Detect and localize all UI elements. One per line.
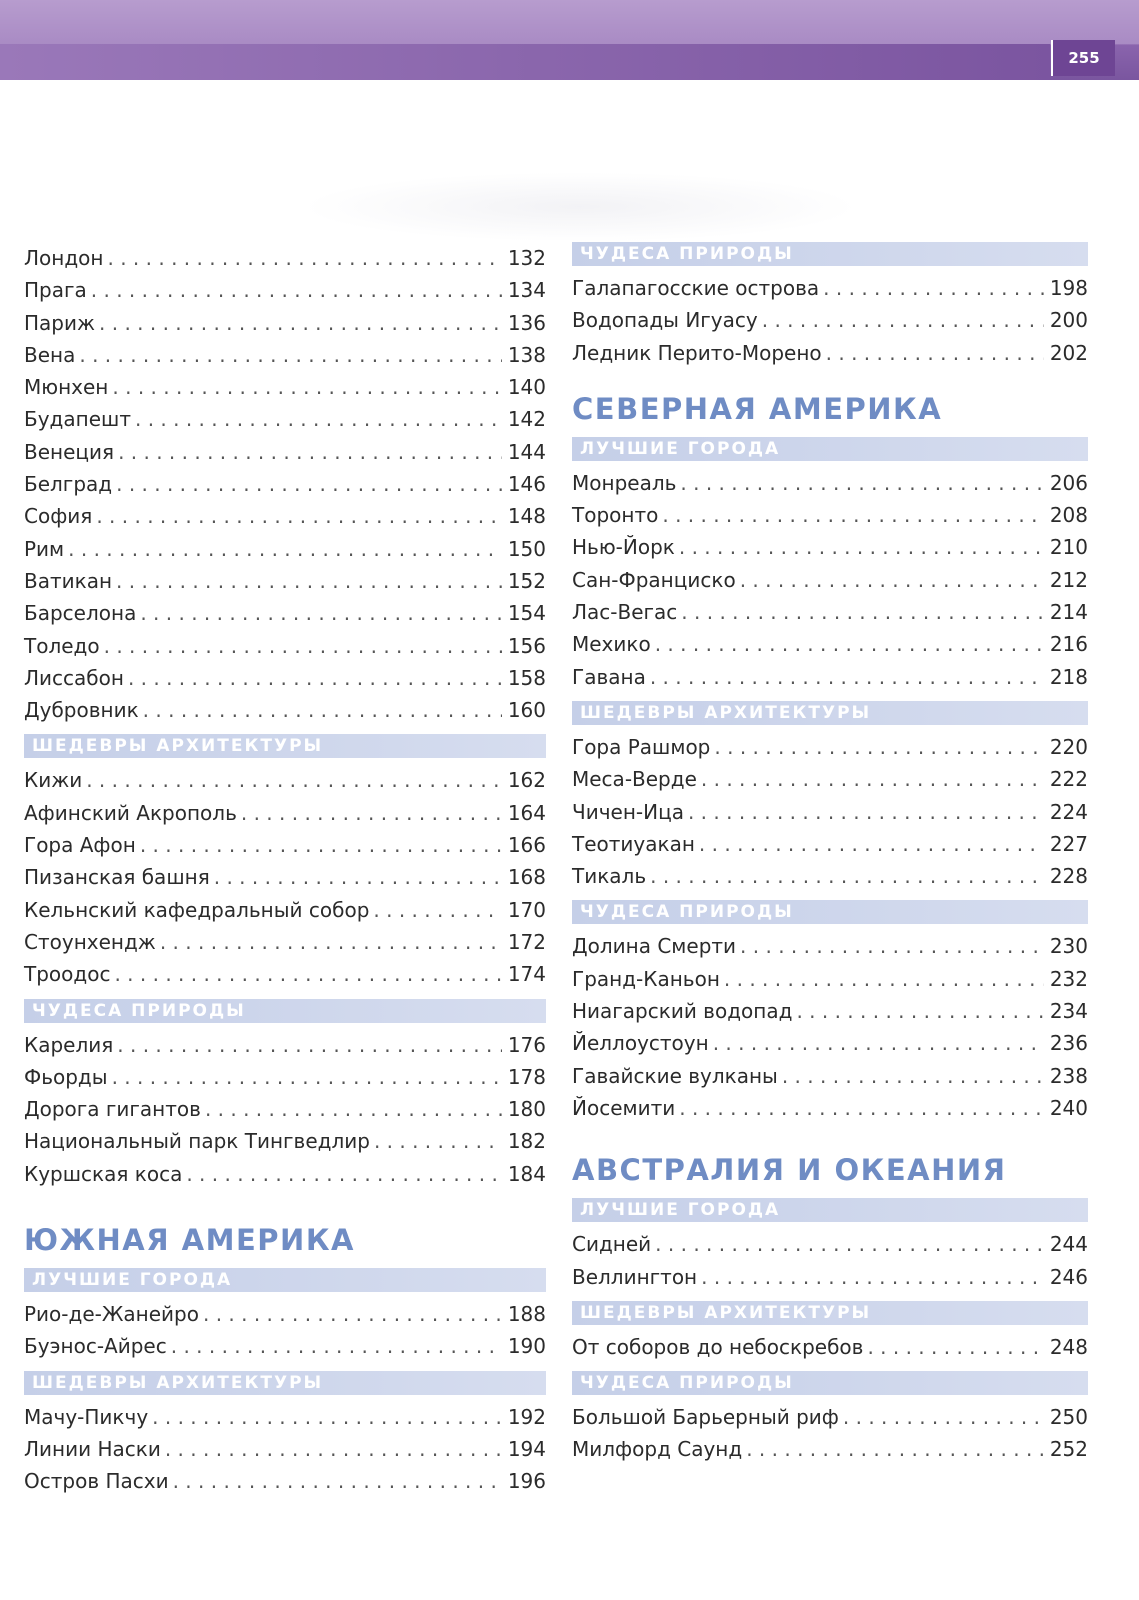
toc-entry-page: 168 [507, 865, 546, 890]
toc-entry [572, 467, 1088, 499]
toc-entry [24, 1433, 546, 1465]
toc-entry [572, 860, 1088, 892]
entries-au-cities [572, 1228, 1088, 1293]
toc-entry [24, 1125, 546, 1157]
toc-entry-title: Линии Наски [24, 1436, 161, 1461]
dot-leader [143, 694, 502, 726]
toc-entry [572, 272, 1088, 304]
dot-leader [104, 630, 502, 662]
toc-entry [572, 763, 1088, 795]
toc-entry [572, 1027, 1088, 1059]
toc-entry [24, 694, 546, 726]
toc-entry-title: Гранд-Каньон [572, 966, 720, 991]
toc-entry-page: 172 [507, 929, 546, 954]
toc-entry-page: 222 [1049, 767, 1088, 792]
dot-leader [679, 531, 1044, 563]
toc-entry-title: Торонто [572, 503, 659, 528]
toc-entry [572, 531, 1088, 563]
dot-leader [374, 1125, 502, 1157]
toc-entry-title: Мачу-Пикчу [24, 1404, 149, 1429]
toc-entry-title: Кельнский кафедральный собор [24, 897, 370, 922]
entries-europe-nature [24, 1029, 546, 1190]
toc-entry-title: Афинский Акрополь [24, 800, 237, 825]
toc-entry-title: Лиссабон [24, 665, 124, 690]
dot-leader [746, 1433, 1044, 1465]
right-column [572, 242, 1088, 1466]
toc-entry-page: 232 [1049, 966, 1088, 991]
toc-entry-page: 148 [507, 504, 546, 529]
toc-entry [572, 1261, 1088, 1293]
toc-entry-page: 236 [1049, 1031, 1088, 1056]
toc-entry [572, 564, 1088, 596]
section-band-nature: ЧУДЕСА ПРИРОДЫ [24, 999, 546, 1023]
toc-entry [24, 339, 546, 371]
toc-entry [24, 371, 546, 403]
entries-europe-cities [24, 242, 546, 726]
toc-entry-title: Рим [24, 536, 65, 561]
toc-entry-page: 184 [507, 1161, 546, 1186]
toc-entry-title: Милфорд Саунд [572, 1437, 743, 1462]
toc-entry-page: 162 [507, 768, 546, 793]
toc-entry-page: 252 [1049, 1437, 1088, 1462]
toc-entry [24, 894, 546, 926]
toc-entry-title: Фьорды [24, 1064, 108, 1089]
section-band-na-cities: ЛУЧШИЕ ГОРОДА [572, 437, 1088, 461]
toc-entry-page: 170 [507, 897, 546, 922]
toc-entry [24, 958, 546, 990]
toc-entry-page: 158 [507, 665, 546, 690]
dot-leader [650, 860, 1044, 892]
dot-leader [171, 1330, 502, 1362]
toc-entry-page: 220 [1049, 734, 1088, 759]
toc-entry-title: Тикаль [572, 864, 647, 889]
toc-entry-page: 154 [507, 601, 546, 626]
header-bar [0, 0, 1139, 80]
dot-leader [112, 1061, 502, 1093]
toc-entry [24, 1330, 546, 1362]
entries-sa-nature [572, 272, 1088, 369]
dot-leader [823, 272, 1044, 304]
toc-entry [24, 403, 546, 435]
toc-entry-title: Ватикан [24, 568, 113, 593]
header-stripe [0, 44, 1050, 80]
toc-entry [572, 1433, 1088, 1465]
dot-leader [96, 500, 501, 532]
toc-entry [572, 596, 1088, 628]
toc-entry-page: 192 [507, 1404, 546, 1429]
toc-entry-page: 138 [507, 342, 546, 367]
toc-entry-title: Барселона [24, 601, 137, 626]
dot-leader [688, 796, 1044, 828]
dot-leader [118, 436, 502, 468]
toc-entry-title: Ледник Перито-Морено [572, 340, 822, 365]
dot-leader [241, 797, 502, 829]
toc-entry-title: Кижи [24, 768, 83, 793]
dot-leader [114, 958, 501, 990]
toc-entry [24, 1029, 546, 1061]
dot-leader [867, 1331, 1043, 1363]
toc-entry-page: 156 [507, 633, 546, 658]
toc-entry-title: Нью-Йорк [572, 535, 675, 560]
section-band-au-architecture: ШЕДЕВРЫ АРХИТЕКТУРЫ [572, 1301, 1088, 1325]
dot-leader [99, 307, 502, 339]
toc-entry-page: 188 [507, 1302, 546, 1327]
toc-entry-page: 142 [507, 407, 546, 432]
entries-na-architecture [572, 731, 1088, 892]
toc-entry-page: 152 [507, 568, 546, 593]
entries-sa-cities [24, 1298, 546, 1363]
toc-entry-page: 146 [507, 472, 546, 497]
toc-entry [24, 764, 546, 796]
toc-entry-title: Дорога гигантов [24, 1097, 201, 1122]
section-band-au-cities: ЛУЧШИЕ ГОРОДА [572, 1198, 1088, 1222]
toc-entry [24, 1401, 546, 1433]
toc-entry-page: 160 [507, 698, 546, 723]
dot-leader [186, 1158, 501, 1190]
toc-entry-page: 206 [1049, 470, 1088, 495]
page-number: 255 [1068, 49, 1100, 67]
toc-entry-title: Монреаль [572, 470, 677, 495]
toc-entry-page: 196 [507, 1469, 546, 1494]
toc-entry-page: 182 [507, 1129, 546, 1154]
toc-entry [572, 1401, 1088, 1433]
toc-entry-page: 210 [1049, 535, 1088, 560]
toc-entry-title: Троодос [24, 962, 111, 987]
toc-entry-page: 227 [1049, 831, 1088, 856]
toc-entry [572, 1331, 1088, 1363]
toc-entry-title: Ниагарский водопад [572, 999, 793, 1024]
toc-entry-page: 178 [507, 1064, 546, 1089]
toc-entry-title: Меса-Верде [572, 767, 697, 792]
toc-entry [572, 963, 1088, 995]
toc-entry-title: Галапагосские острова [572, 276, 820, 300]
dot-leader [160, 926, 502, 958]
dot-leader [117, 1029, 502, 1061]
dot-leader [116, 565, 502, 597]
toc-entry [572, 930, 1088, 962]
toc-entry [24, 829, 546, 861]
toc-entry-title: Пизанская башня [24, 865, 210, 890]
page-number-box [1051, 40, 1115, 76]
dot-leader [782, 1060, 1044, 1092]
toc-entry-title: Венеция [24, 439, 115, 464]
dot-leader [655, 1228, 1044, 1260]
entries-europe-architecture [24, 764, 546, 990]
dot-leader [740, 930, 1044, 962]
toc-entry [572, 1228, 1088, 1260]
toc-entry-title: От соборов до небоскребов [572, 1334, 864, 1359]
toc-entry-page: 238 [1049, 1063, 1088, 1088]
toc-entry [24, 1061, 546, 1093]
toc-entry-title: Прага [24, 278, 87, 303]
toc-entry-title: Национальный парк Тингведлир [24, 1129, 370, 1154]
toc-entry-page: 132 [507, 246, 546, 270]
toc-entry-page: 212 [1049, 567, 1088, 592]
toc-entry-title: Долина Смерти [572, 934, 737, 959]
toc-entry-page: 136 [507, 310, 546, 335]
dot-leader [68, 533, 502, 565]
dot-leader [173, 1465, 502, 1497]
dot-leader [128, 662, 502, 694]
toc-entry-page: 198 [1049, 276, 1088, 300]
toc-entry-page: 202 [1049, 340, 1088, 365]
toc-entry [24, 565, 546, 597]
toc-entry-page: 234 [1049, 999, 1088, 1024]
toc-entry [24, 662, 546, 694]
toc-entry-page: 244 [1049, 1232, 1088, 1257]
section-band-au-nature: ЧУДЕСА ПРИРОДЫ [572, 1371, 1088, 1395]
toc-entry-title: Вена [24, 342, 76, 367]
toc-entry-page: 240 [1049, 1095, 1088, 1120]
toc-entry-page: 228 [1049, 864, 1088, 889]
toc-entry-page: 134 [507, 278, 546, 303]
toc-entry [24, 861, 546, 893]
toc-entry-title: Куршская коса [24, 1161, 183, 1186]
dot-leader [796, 995, 1043, 1027]
toc-entry-title: Буэнос-Айрес [24, 1334, 167, 1359]
toc-entry-title: Большой Барьерный риф [572, 1405, 839, 1430]
toc-entry [24, 533, 546, 565]
toc-entry-title: Мехико [572, 632, 651, 657]
dot-leader [680, 467, 1043, 499]
section-band-na-nature: ЧУДЕСА ПРИРОДЫ [572, 900, 1088, 924]
toc-entry [572, 731, 1088, 763]
toc-entry [24, 307, 546, 339]
toc-entry [24, 797, 546, 829]
toc-entry-title: Лас-Вегас [572, 600, 678, 625]
toc-entry-page: 218 [1049, 664, 1088, 689]
dot-leader [108, 242, 502, 274]
section-band-architecture: ШЕДЕВРЫ АРХИТЕКТУРЫ [24, 734, 546, 758]
toc-entry-page: 180 [507, 1097, 546, 1122]
toc-entry [572, 304, 1088, 336]
toc-entry [24, 1093, 546, 1125]
toc-entry-page: 140 [507, 375, 546, 400]
toc-entry [24, 242, 546, 274]
region-title-south-america: ЮЖНАЯ АМЕРИКА [24, 1223, 355, 1258]
toc-entry [572, 1092, 1088, 1124]
toc-entry [572, 499, 1088, 531]
entries-sa-architecture [24, 1401, 546, 1498]
dot-leader [79, 339, 501, 371]
toc-entry-title: Гавана [572, 664, 646, 689]
toc-entry-page: 200 [1049, 308, 1088, 333]
toc-entry-title: Остров Пасхи [24, 1469, 169, 1494]
section-band-sa-cities: ЛУЧШИЕ ГОРОДА [24, 1268, 546, 1292]
toc-entry [24, 1158, 546, 1190]
toc-entry-title: Дубровник [24, 698, 139, 723]
toc-entry-page: 150 [507, 536, 546, 561]
toc-entry-title: Стоунхендж [24, 929, 156, 954]
section-band-sa-nature: ЧУДЕСА ПРИРОДЫ [572, 242, 1088, 266]
toc-entry-page: 214 [1049, 600, 1088, 625]
toc-entry-title: Будапешт [24, 407, 131, 432]
toc-entry [24, 597, 546, 629]
toc-entry-title: София [24, 504, 93, 529]
toc-entry [572, 337, 1088, 369]
toc-entry-title: Йеллоустоун [572, 1031, 709, 1056]
dot-leader [152, 1401, 502, 1433]
dot-leader [205, 1093, 502, 1125]
dot-leader [681, 596, 1044, 628]
toc-entry-title: Сан-Франциско [572, 567, 736, 592]
dot-leader [165, 1433, 502, 1465]
dot-leader [701, 1261, 1044, 1293]
faded-heading [300, 172, 860, 242]
toc-entry-page: 176 [507, 1032, 546, 1057]
toc-entry [24, 274, 546, 306]
dot-leader [679, 1092, 1044, 1124]
dot-leader [699, 828, 1044, 860]
dot-leader [724, 963, 1044, 995]
toc-entry-page: 164 [507, 800, 546, 825]
toc-entry-title: Чичен-Ица [572, 799, 684, 824]
toc-entry-title: Йосемити [572, 1095, 676, 1120]
toc-entry-page: 224 [1049, 799, 1088, 824]
dot-leader [135, 403, 502, 435]
section-band-na-architecture: ШЕДЕВРЫ АРХИТЕКТУРЫ [572, 701, 1088, 725]
toc-entry [24, 468, 546, 500]
toc-entry [24, 436, 546, 468]
left-column [24, 242, 546, 1498]
dot-leader [662, 499, 1043, 531]
toc-entry-page: 248 [1049, 1334, 1088, 1359]
dot-leader [112, 371, 501, 403]
toc-entry-page: 190 [507, 1334, 546, 1359]
dot-leader [655, 628, 1044, 660]
dot-leader [762, 304, 1044, 336]
dot-leader [86, 764, 502, 796]
toc-entry-title: Рио-де-Жанейро [24, 1302, 199, 1327]
toc-entry [24, 926, 546, 958]
toc-entry-title: Веллингтон [572, 1264, 698, 1289]
dot-leader [373, 894, 501, 926]
dot-leader [214, 861, 502, 893]
toc-entry [24, 500, 546, 532]
dot-leader [140, 829, 502, 861]
toc-entry-page: 194 [507, 1436, 546, 1461]
toc-entry [572, 796, 1088, 828]
entries-na-cities [572, 467, 1088, 693]
toc-entry-page: 174 [507, 962, 546, 987]
toc-entry [572, 828, 1088, 860]
toc-entry [24, 630, 546, 662]
dot-leader [91, 274, 502, 306]
dot-leader [740, 564, 1044, 596]
toc-entry-title: Сидней [572, 1232, 652, 1257]
dot-leader [713, 1027, 1044, 1059]
toc-entry-title: Толедо [24, 633, 100, 658]
toc-entry [572, 628, 1088, 660]
region-title-north-america: СЕВЕРНАЯ АМЕРИКА [572, 391, 943, 426]
toc-entry-page: 246 [1049, 1264, 1088, 1289]
region-title-australia: АВСТРАЛИЯ И ОКЕАНИЯ [572, 1153, 1007, 1188]
entries-na-nature [572, 930, 1088, 1124]
dot-leader [116, 468, 502, 500]
dot-leader [650, 661, 1044, 693]
toc-entry-title: Гора Афон [24, 833, 136, 858]
dot-leader [701, 763, 1044, 795]
toc-entry-title: Теотиуакан [572, 831, 695, 856]
toc-entry-page: 208 [1049, 503, 1088, 528]
toc-entry-page: 230 [1049, 934, 1088, 959]
toc-entry-page: 216 [1049, 632, 1088, 657]
dot-leader [140, 597, 501, 629]
dot-leader [843, 1401, 1044, 1433]
toc-entry-page: 144 [507, 439, 546, 464]
dot-leader [714, 731, 1043, 763]
dot-leader [826, 337, 1044, 369]
section-band-sa-architecture: ШЕДЕВРЫ АРХИТЕКТУРЫ [24, 1371, 546, 1395]
toc-entry [572, 1060, 1088, 1092]
toc-entry-title: Мюнхен [24, 375, 109, 400]
toc-entry-title: Париж [24, 310, 96, 335]
toc-entry [572, 661, 1088, 693]
toc-entry [24, 1298, 546, 1330]
toc-entry-page: 250 [1049, 1405, 1088, 1430]
toc-entry-title: Карелия [24, 1032, 114, 1057]
toc-entry-title: Белград [24, 472, 113, 497]
toc-entry-title: Лондон [24, 246, 104, 270]
entries-au-architecture [572, 1331, 1088, 1363]
toc-entry-title: Гора Рашмор [572, 734, 711, 759]
toc-entry-title: Водопады Игуасу [572, 308, 758, 333]
entries-au-nature [572, 1401, 1088, 1466]
toc-entry-title: Гавайские вулканы [572, 1063, 778, 1088]
toc-entry-page: 166 [507, 833, 546, 858]
dot-leader [203, 1298, 502, 1330]
toc-entry [572, 995, 1088, 1027]
toc-entry [24, 1465, 546, 1497]
